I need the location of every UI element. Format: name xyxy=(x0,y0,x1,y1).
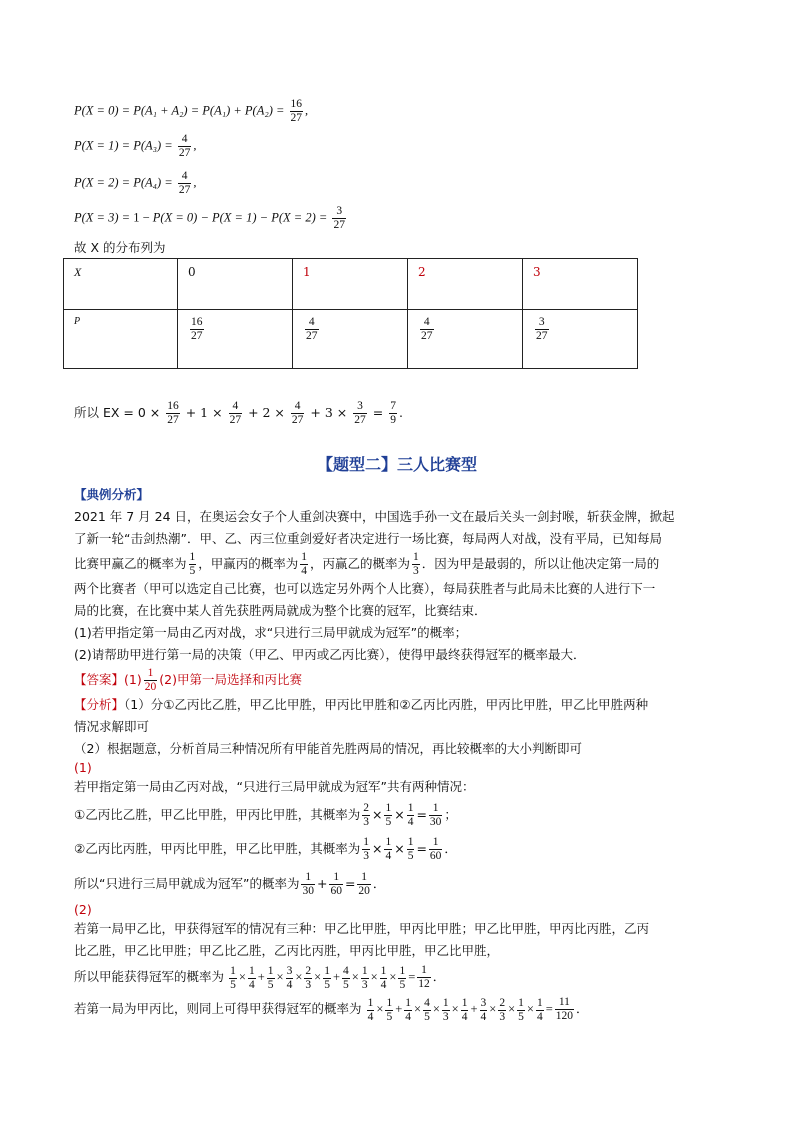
question-2: (2)请帮助甲进行第一局的决策（甲乙、甲丙或乙丙比赛），使得甲最终获得冠军的概率最大． xyxy=(74,647,586,662)
part2-label: (2) xyxy=(74,902,92,917)
table-cell: 3 xyxy=(523,259,638,310)
problem-line: 比赛甲赢乙的概率为 $\frac{1}{5}$ ，甲赢丙的概率为 $\frac{1}{4}$ ，丙赢乙的概率为 $\frac{1}{3}$ ．因为甲是最弱的，所以让他决定第一局的 xyxy=(74,551,660,577)
solution-line: 若第一局甲乙比，甲获得冠军的情况有三种：甲乙比甲胜，甲丙比甲胜；甲乙比甲胜，甲丙比丙胜，乙丙 xyxy=(74,921,650,936)
example-label: 【典例分析】 xyxy=(74,487,150,502)
table-cell: $\frac{4}{27}$ xyxy=(408,310,523,369)
analysis-line: 【分析】（1）分①乙丙比乙胜，甲乙比甲胜，甲丙比甲胜和②乙丙比丙胜，甲丙比甲胜，甲乙比甲胜两种 xyxy=(74,697,649,712)
solution-line: 比乙胜，甲乙比甲胜；甲乙比乙胜，乙丙比丙胜，甲丙比甲胜，甲乙比甲胜， xyxy=(74,943,500,958)
solution-line: 所以甲能获得冠军的概率为 $\frac{1}{5}$ × $\frac{1}{4}$ + $\frac{1}{5}$ × $\frac{3}{4}$ × $\frac{2}{3}$ × $\frac{1}{5}$ + $\frac{4}{5}$ × $\frac{1}{3}$ × $\frac{1}{4}$ × $\frac{1}{5}$ = $\frac{1}{12}$ ． xyxy=(74,964,446,991)
equation-p1: P(X = 1) = P(A₃) = $\frac{4}{27}$ , xyxy=(74,133,197,159)
solution-case-1: ①乙丙比乙胜，甲乙比甲胜，甲丙比甲胜，其概率为 $\frac{2}{3}$ × $\frac{1}{5}$ × $\frac{1}{4}$ = $\frac{1}{30}$ ； xyxy=(74,802,457,828)
table-cell: $\frac{3}{27}$ xyxy=(523,310,638,369)
section-title: 【题型二】三人比赛型 xyxy=(316,455,477,474)
problem-line: 两个比赛者（甲可以选定自己比赛，也可以选定另外两个人比赛），每局获胜者与此局未比赛的人进行下一 xyxy=(74,581,656,596)
table-row xyxy=(64,259,638,310)
table-cell: $\frac{4}{27}$ xyxy=(293,310,408,369)
analysis-line: （2）根据题意，分析首局三种情况所有甲能首先胜两局的情况，再比较概率的大小判断即可 xyxy=(74,741,582,756)
problem-line: 局的比赛，在比赛中某人首先获胜两局就成为整个比赛的冠军，比赛结束． xyxy=(74,603,487,618)
table-cell: $\frac{16}{27}$ xyxy=(178,310,293,369)
problem-line: 2021 年 7 月 24 日，在奥运会女子个人重剑决赛中，中国选手孙一文在最后关头一剑封喉，斩获金牌，掀起 xyxy=(74,509,675,524)
solution-line: 若第一局为甲丙比，则同上可得甲获得冠军的概率为 $\frac{1}{4}$ × $\frac{1}{5}$ + $\frac{1}{4}$ × $\frac{4}{5}$ × $\frac{1}{3}$ × $\frac{1}{4}$ + $\frac{3}{4}$ × $\frac{2}{3}$ × $\frac{1}{5}$ × $\frac{1}{4}$ = $\frac{11}{120}$ ． xyxy=(74,996,589,1023)
table-row xyxy=(64,310,638,369)
equation-p3: P(X = 3) = 1 − P(X = 0) − P(X = 1) − P(X = 2) = $\frac{3}{27}$ xyxy=(74,205,345,231)
equation-p0: P(X = 0) = P(A₁ + A₂) = P(A₁) + P(A₂) = $\frac{16}{27}$ , xyxy=(74,98,309,124)
table-cell: 1 xyxy=(293,259,408,310)
expectation-line: 所以 EX = 0 × $\frac{16}{27}$ + 1 × $\frac{4}{27}$ + 2 × $\frac{4}{27}$ + 3 × $\frac{3}{27}$ = $\frac{7}{9}$ . xyxy=(74,400,403,426)
equation-p2: P(X = 2) = P(A₄) = $\frac{4}{27}$ , xyxy=(74,170,197,196)
distribution-table xyxy=(63,258,638,369)
problem-block xyxy=(74,484,730,1026)
solution-sum: 所以“只进行三局甲就成为冠军”的概率为 $\frac{1}{30}$ + $\frac{1}{60}$ = $\frac{1}{20}$ ． xyxy=(74,871,386,897)
answer-line: 【答案】(1) $\frac{1}{20}$ (2)甲第一局选择和丙比赛 xyxy=(74,667,302,693)
solution-case-2: ②乙丙比丙胜，甲丙比甲胜，甲乙比甲胜，其概率为 $\frac{1}{3}$ × $\frac{1}{4}$ × $\frac{1}{5}$ = $\frac{1}{60}$ ． xyxy=(74,836,457,862)
part1-label: (1) xyxy=(74,760,92,775)
table-cell: 0 xyxy=(178,259,293,310)
table-cell: P xyxy=(64,310,178,369)
problem-line: 了新一轮“击剑热潮”．甲、乙、丙三位重剑爱好者决定进行一场比赛，每局两人对战，没有平局，已知每局 xyxy=(74,531,662,546)
distribution-intro: 故 X 的分布列为 xyxy=(74,240,166,255)
analysis-line: 情况求解即可 xyxy=(74,719,150,734)
table-cell: 2 xyxy=(408,259,523,310)
solution-line: 若甲指定第一局由乙丙对战，“只进行三局甲就成为冠军”共有两种情况： xyxy=(74,779,475,794)
table-cell: X xyxy=(64,259,178,310)
question-1: (1)若甲指定第一局由乙丙对战，求“只进行三局甲就成为冠军”的概率； xyxy=(74,625,468,640)
